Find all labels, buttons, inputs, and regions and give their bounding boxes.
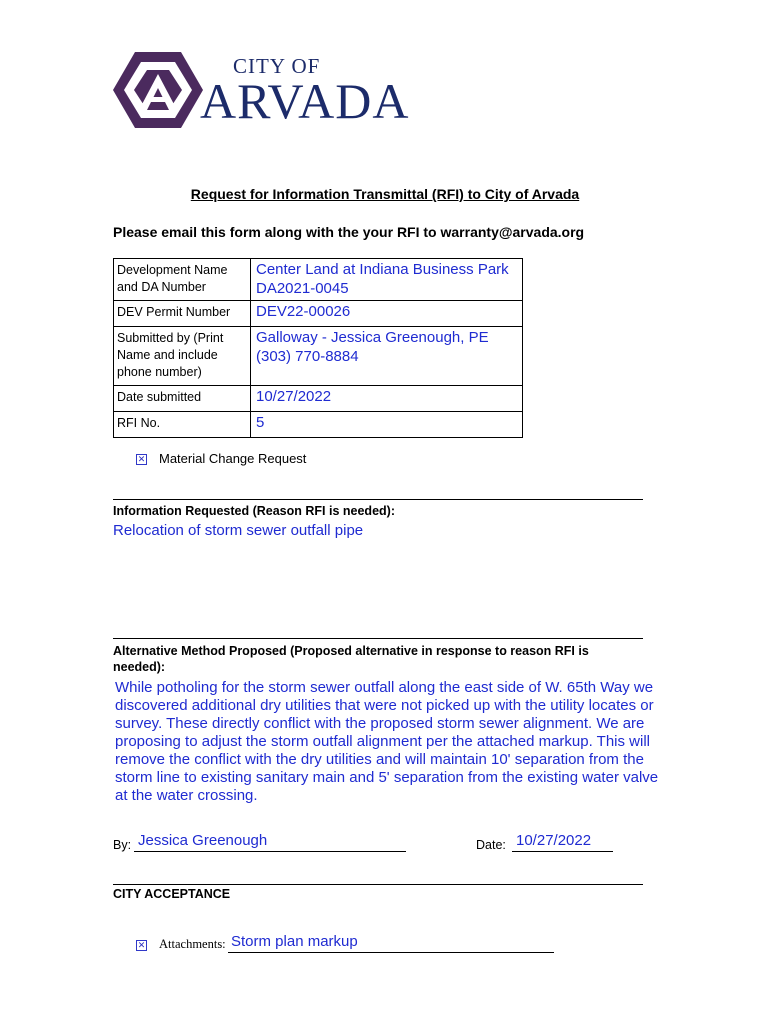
material-change-checkbox[interactable]	[136, 454, 147, 465]
by-field[interactable]: Jessica Greenough	[138, 832, 268, 849]
submitted-label-line-3: phone number)	[117, 365, 202, 379]
alternative-line: survey. These directly conflict with the proposed storm sewer alignment. We are	[115, 715, 645, 732]
material-change-label: Material Change Request	[159, 451, 307, 466]
divider	[113, 884, 643, 885]
attachments-field[interactable]: Storm plan markup	[231, 933, 358, 950]
dev-name-label	[114, 259, 251, 301]
info-requested-field[interactable]: Relocation of storm sewer outfall pipe	[113, 522, 364, 539]
date-underline	[512, 851, 613, 852]
rfi-no-label: RFI No.	[114, 412, 251, 438]
attachments-label: Attachments:	[159, 937, 226, 951]
attachments-checkbox[interactable]	[136, 940, 147, 951]
alternative-line: While potholing for the storm sewer outfall along the east side of W. 65th Way we	[115, 679, 654, 696]
alternative-heading	[113, 643, 589, 675]
alternative-line: proposing to adjust the storm outfall alignment per the attached markup. This will	[115, 733, 651, 750]
dev-name-value-1: Center Land at Indiana Business Park	[256, 261, 509, 278]
arvada-hexagon-logo	[113, 50, 203, 130]
alternative-line: discovered additional dry utilities that were not picked up with the utility locates or	[115, 697, 654, 714]
submitted-row	[114, 327, 523, 386]
date-sign-field[interactable]: 10/27/2022	[516, 832, 592, 849]
by-underline	[134, 851, 406, 852]
alternative-line: remove the conflict with the dry utilities and will maintain 10' separation from the	[115, 751, 644, 768]
info-requested-heading: Information Requested (Reason RFI is needed):	[113, 504, 395, 518]
city-acceptance-heading: CITY ACCEPTANCE	[113, 887, 231, 901]
city-logo	[113, 50, 453, 130]
date-label: Date submitted	[114, 386, 251, 412]
alternative-field[interactable]	[115, 679, 658, 805]
alternative-heading-line-2: needed):	[113, 660, 166, 674]
rfi-no-row	[114, 412, 523, 438]
checkmark-icon: ✕	[137, 454, 146, 464]
arvada-wordmark: ARVADA	[200, 73, 410, 129]
attachments-underline	[228, 952, 554, 953]
date-row	[114, 386, 523, 412]
submitted-label-line-2: Name and include	[117, 348, 218, 362]
rfi-no-field[interactable]: 5	[251, 412, 523, 438]
email-instruction: Please email this form along with the your RFI to warranty@arvada.org	[113, 224, 585, 240]
permit-field[interactable]: DEV22-00026	[251, 301, 523, 327]
submitted-value-1: Galloway - Jessica Greenough, PE	[256, 329, 489, 346]
permit-label: DEV Permit Number	[114, 301, 251, 327]
rfi-info-table	[113, 258, 523, 438]
submitted-label-line-1: Submitted by (Print	[117, 331, 224, 345]
submitted-value-2: (303) 770-8884	[256, 348, 359, 365]
dev-name-row	[114, 259, 523, 301]
dev-name-value-2: DA2021-0045	[256, 280, 349, 297]
divider	[113, 499, 643, 500]
divider	[113, 638, 643, 639]
alternative-line: at the water crossing.	[115, 787, 258, 804]
form-title: Request for Information Transmittal (RFI) to City of Arvada	[190, 186, 580, 202]
by-label: By:	[113, 838, 132, 852]
date-field[interactable]: 10/27/2022	[251, 386, 523, 412]
alternative-heading-line-1: Alternative Method Proposed (Proposed alternative in response to reason RFI is	[113, 644, 589, 658]
dev-name-label-line-1: Development Name	[117, 263, 228, 277]
alternative-line: storm line to existing sanitary main and 5' separation from the existing water valve	[115, 769, 659, 786]
city-of-text: CITY OF	[233, 54, 321, 78]
submitted-label	[114, 327, 251, 386]
dev-name-label-line-2: and DA Number	[117, 280, 206, 294]
submitted-field[interactable]	[251, 327, 523, 386]
checkmark-icon: ✕	[137, 940, 146, 950]
dev-name-field[interactable]	[251, 259, 523, 301]
date-sign-label: Date:	[476, 838, 506, 852]
permit-row	[114, 301, 523, 327]
